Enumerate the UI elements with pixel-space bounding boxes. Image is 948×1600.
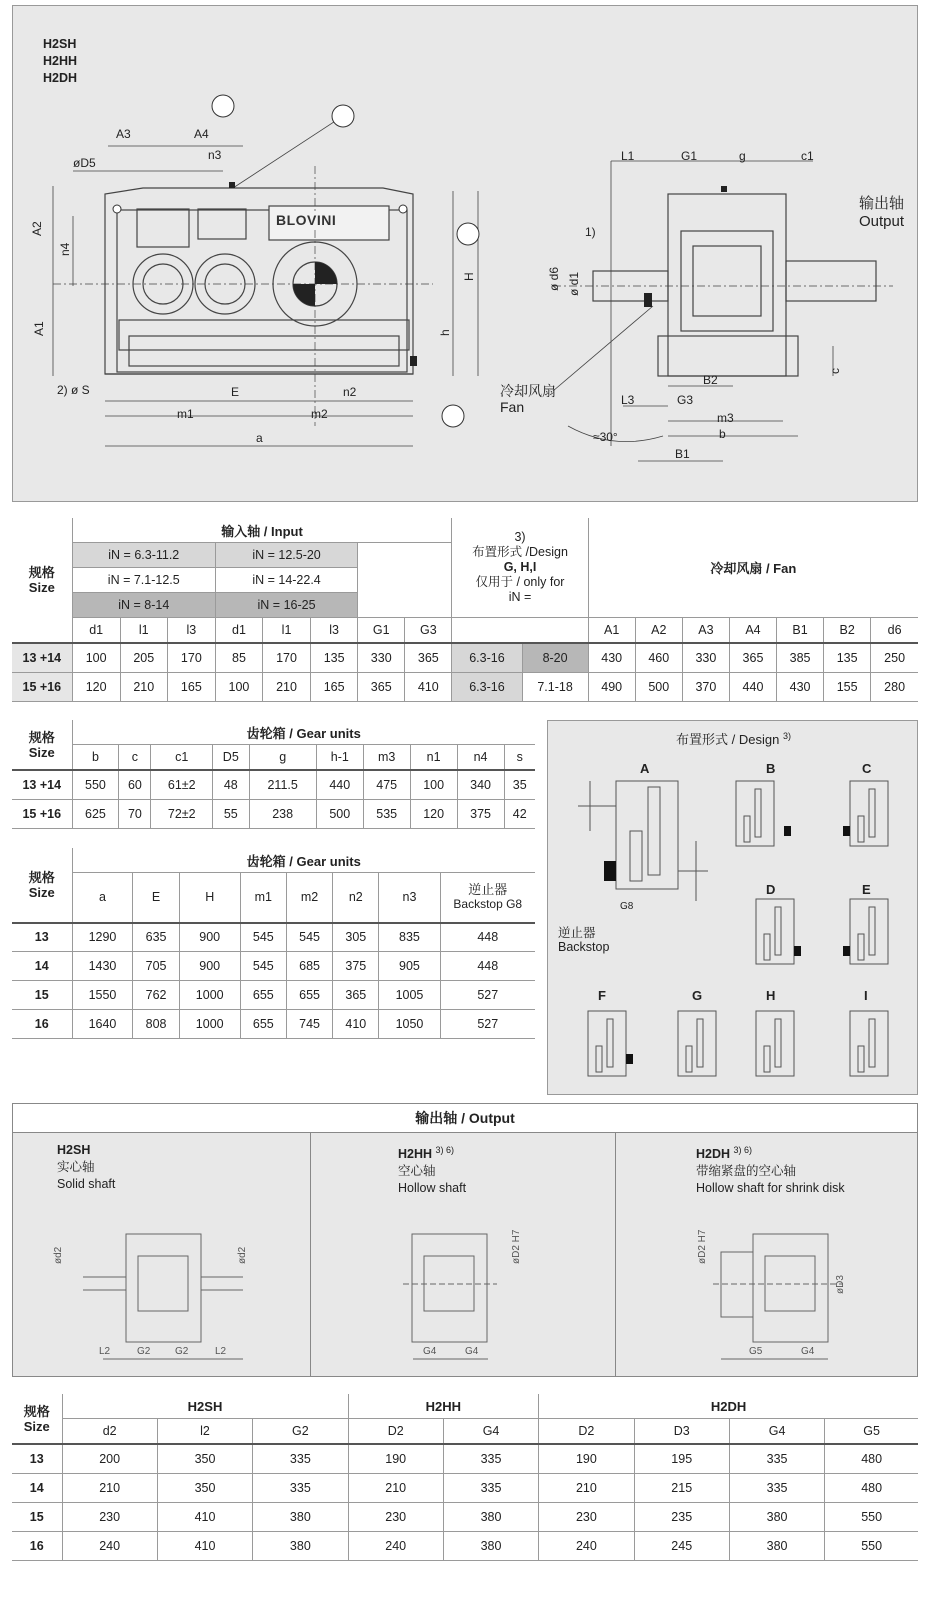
col-n3: n3 [379, 873, 440, 923]
ratio-1a: iN = 6.3-11.2 [72, 543, 215, 568]
table-cell: 48 [213, 770, 249, 799]
col-b2: B2 [824, 618, 871, 644]
table-cell: 440 [729, 672, 776, 701]
table-cell: 380 [253, 1502, 348, 1531]
svg-text:m1: m1 [177, 407, 194, 421]
ratio-1b: iN = 12.5-20 [215, 543, 357, 568]
col-g4-hh: G4 [443, 1419, 538, 1445]
table-cell: 1430 [72, 952, 133, 981]
table-cell: 490 [588, 672, 635, 701]
gear-table-2 [12, 848, 535, 1039]
table-cell: 210 [348, 1473, 443, 1502]
svg-text:E: E [231, 385, 240, 399]
svg-text:G4: G4 [465, 1346, 479, 1357]
col-b: b [72, 745, 119, 771]
table-cell: 215 [634, 1473, 729, 1502]
design-letter-f: F [598, 988, 606, 1003]
svg-text:c1: c1 [801, 149, 814, 163]
table-cell: 380 [729, 1502, 824, 1531]
ratio-2b: iN = 14-22.4 [215, 568, 357, 593]
table-row-size: 15 [12, 981, 72, 1010]
table-cell: 100 [410, 770, 457, 799]
table-cell: 380 [729, 1531, 824, 1560]
size-header: 规格 Size [12, 518, 72, 643]
svg-text:m3: m3 [717, 411, 734, 425]
table-cell: 1550 [72, 981, 133, 1010]
table-row-size: 13 +14 [12, 643, 72, 672]
fan-title: 冷却风扇 / Fan [588, 518, 918, 618]
table-cell: 448 [440, 923, 535, 952]
col-m2: m2 [286, 873, 332, 923]
table-cell: 335 [443, 1444, 538, 1473]
col-l3b: l3 [311, 618, 358, 644]
size-header: 规格 Size [12, 848, 72, 923]
ratio-2a: iN = 7.1-12.5 [72, 568, 215, 593]
table-cell: 625 [72, 799, 119, 828]
col-d3: D3 [634, 1419, 729, 1445]
svg-text:b: b [719, 427, 726, 441]
svg-text:G1: G1 [681, 149, 698, 163]
table-cell: 120 [410, 799, 457, 828]
table-cell: 330 [682, 643, 729, 672]
model-list [43, 36, 77, 87]
svg-text:øD3: øD3 [835, 1275, 846, 1294]
table-cell: 100 [72, 643, 120, 672]
table-cell: 335 [443, 1473, 538, 1502]
table-cell: 375 [333, 952, 379, 981]
table-cell: 448 [440, 952, 535, 981]
table-cell: 380 [443, 1502, 538, 1531]
table-cell: 410 [157, 1531, 252, 1560]
svg-text:G4: G4 [423, 1346, 437, 1357]
design-letter-e: E [862, 882, 871, 897]
table-cell: 705 [133, 952, 179, 981]
model-h2sh: H2SH [43, 37, 77, 51]
ratio-3a: iN = 8-14 [72, 593, 215, 618]
table-cell: 545 [286, 923, 332, 952]
col-a2: A2 [635, 618, 682, 644]
table-cell: 835 [379, 923, 440, 952]
table-cell: 72±2 [151, 799, 213, 828]
svg-text:ø d1: ø d1 [567, 271, 581, 296]
table-cell: 655 [286, 981, 332, 1010]
col-b1: B1 [777, 618, 824, 644]
table-cell: 210 [120, 672, 167, 701]
table-cell: 8-20 [522, 643, 588, 672]
col-l2: l2 [157, 1419, 252, 1445]
col-h: H [179, 873, 240, 923]
svg-text:A4: A4 [194, 127, 209, 141]
table-cell: 240 [539, 1531, 634, 1560]
col-m1: m1 [240, 873, 286, 923]
svg-text:L2: L2 [99, 1346, 111, 1357]
table-cell: 900 [179, 952, 240, 981]
table-cell: 210 [263, 672, 311, 701]
table-row-size: 15 [12, 1502, 62, 1531]
table-cell: 240 [348, 1531, 443, 1560]
col-d2: d2 [62, 1419, 157, 1445]
table-cell: 350 [157, 1444, 252, 1473]
svg-text:h: h [438, 329, 452, 336]
table-cell: 238 [249, 799, 316, 828]
table-cell: 235 [634, 1502, 729, 1531]
table-cell: 905 [379, 952, 440, 981]
table-cell: 1290 [72, 923, 133, 952]
table-cell: 365 [405, 643, 452, 672]
group-h2hh: H2HH [348, 1394, 539, 1419]
table-cell: 1000 [179, 1010, 240, 1039]
table-cell: 7.1-18 [522, 672, 588, 701]
table-cell: 61±2 [151, 770, 213, 799]
svg-text:øD5: øD5 [73, 156, 96, 170]
table-cell: 545 [240, 952, 286, 981]
table-cell: 330 [358, 643, 405, 672]
design-letter-g: G [692, 988, 703, 1003]
svg-text:2) ø S: 2) ø S [57, 383, 90, 397]
input-table [12, 518, 918, 702]
table-cell: 340 [457, 770, 504, 799]
svg-text:G2: G2 [137, 1346, 151, 1357]
fan-label-cn: 冷却风扇 [500, 383, 556, 399]
table-cell: 500 [635, 672, 682, 701]
svg-text:G5: G5 [749, 1346, 763, 1357]
model-h2dh: H2DH [43, 71, 78, 85]
table-cell: 1005 [379, 981, 440, 1010]
svg-text:B1: B1 [675, 447, 690, 461]
table-cell: 170 [167, 643, 215, 672]
col-d2-hh: D2 [348, 1419, 443, 1445]
svg-text:øD2 H7: øD2 H7 [511, 1229, 522, 1264]
table-cell: 375 [457, 799, 504, 828]
col-g1: G1 [358, 618, 405, 644]
svg-text:A2: A2 [30, 221, 44, 236]
table-row-size: 16 [12, 1010, 72, 1039]
table-cell: 535 [363, 799, 410, 828]
table-cell: 35 [504, 770, 535, 799]
svg-text:L1: L1 [621, 149, 635, 163]
table-cell: 380 [253, 1531, 348, 1560]
table-cell: 210 [62, 1473, 157, 1502]
backstop-label: 逆止器 Backstop [558, 926, 610, 954]
svg-text:G2: G2 [175, 1346, 189, 1357]
table-cell: 135 [824, 643, 871, 672]
size-header: 规格 Size [12, 1394, 62, 1444]
design-letter-d: D [766, 882, 776, 897]
table-cell: 280 [871, 672, 918, 701]
table-cell: 430 [588, 643, 635, 672]
table-row-size: 15 +16 [12, 799, 72, 828]
table-cell: 1640 [72, 1010, 133, 1039]
table-cell: 685 [286, 952, 332, 981]
table-row-size: 14 [12, 952, 72, 981]
output-label-en: Output [859, 213, 905, 230]
col-g3: G3 [405, 618, 452, 644]
svg-text:G3: G3 [677, 393, 694, 407]
table-cell: 195 [634, 1444, 729, 1473]
table-row-size: 16 [12, 1531, 62, 1560]
col-n2: n2 [333, 873, 379, 923]
table-cell: 440 [316, 770, 363, 799]
output-h2sh: H2SH 实心轴 Solid shaft [57, 1143, 116, 1191]
table-cell: 135 [311, 643, 358, 672]
table-cell: 250 [871, 643, 918, 672]
svg-text:A1: A1 [32, 321, 46, 336]
table-cell: 655 [240, 1010, 286, 1039]
col-c1: c1 [151, 745, 213, 771]
col-g2: G2 [253, 1419, 348, 1445]
table-cell: 475 [363, 770, 410, 799]
design-letter-a: A [640, 761, 650, 776]
table-cell: 170 [263, 643, 311, 672]
table-cell: 365 [333, 981, 379, 1010]
gearbox-dimension-drawing [13, 6, 919, 503]
table-cell: 900 [179, 923, 240, 952]
output-shaft-drawings [13, 1104, 917, 1376]
table-cell: 527 [440, 1010, 535, 1039]
svg-text:m2: m2 [311, 407, 328, 421]
table-cell: 6.3-16 [452, 672, 522, 701]
design-letter-c: C [862, 761, 872, 776]
table-cell: 305 [333, 923, 379, 952]
design-header: 3) 布置形式 /Design G, H,I 仅用于 / only for iN = [452, 518, 588, 618]
fan-label [500, 383, 556, 415]
table-row-size: 13 [12, 1444, 62, 1473]
svg-text:B2: B2 [703, 373, 718, 387]
design-title: 布置形式 / Design $^{3)}$ [676, 731, 791, 747]
ratio-3b: iN = 16-25 [215, 593, 357, 618]
table-cell: 6.3-16 [452, 643, 522, 672]
design-arrangements [548, 721, 919, 1096]
group-h2sh: H2SH [62, 1394, 348, 1419]
table-cell: 55 [213, 799, 249, 828]
table-cell: 190 [348, 1444, 443, 1473]
table-cell: 410 [333, 1010, 379, 1039]
group-h2dh: H2DH [539, 1394, 918, 1419]
table-row-size: 15 +16 [12, 672, 72, 701]
table-cell: 335 [729, 1473, 824, 1502]
svg-text:c: c [828, 368, 842, 374]
output-h2dh: H2DH $^{3) 6)}$ 带缩紧盘的空心轴 Hollow shaft for shrink disk [696, 1145, 845, 1195]
table-cell: 545 [240, 923, 286, 952]
svg-text:L2: L2 [215, 1346, 227, 1357]
svg-text:n2: n2 [343, 385, 357, 399]
table-cell: 460 [635, 643, 682, 672]
model-h2hh: H2HH [43, 54, 78, 68]
table-row-size: 14 [12, 1473, 62, 1502]
col-d1b: d1 [215, 618, 262, 644]
svg-text:H: H [462, 272, 476, 281]
table-cell: 42 [504, 799, 535, 828]
col-m3: m3 [363, 745, 410, 771]
col-a1: A1 [588, 618, 635, 644]
svg-text:≈30°: ≈30° [593, 430, 618, 444]
table-cell: 385 [777, 643, 824, 672]
col-backstop: 逆止器 Backstop G8 [440, 873, 535, 923]
col-n4: n4 [457, 745, 504, 771]
design-letter-i: I [864, 988, 868, 1003]
col-s: s [504, 745, 535, 771]
table-cell: 527 [440, 981, 535, 1010]
table-cell: 240 [62, 1531, 157, 1560]
svg-text:n4: n4 [58, 242, 72, 256]
table-cell: 335 [253, 1473, 348, 1502]
table-cell: 165 [311, 672, 358, 701]
table-cell: 1050 [379, 1010, 440, 1039]
table-cell: 205 [120, 643, 167, 672]
table-cell: 350 [157, 1473, 252, 1502]
table-cell: 380 [443, 1531, 538, 1560]
output-panel [12, 1103, 918, 1377]
col-c: c [119, 745, 151, 771]
design-letter-b: B [766, 761, 776, 776]
col-g5: G5 [825, 1419, 918, 1445]
col-design-blank [452, 618, 588, 644]
table-cell: 70 [119, 799, 151, 828]
table-cell: 550 [72, 770, 119, 799]
table-cell: 480 [825, 1473, 918, 1502]
output-title: 输出轴 / Output [13, 1104, 917, 1133]
table-cell: 365 [358, 672, 405, 701]
top-drawing-panel [12, 5, 918, 502]
col-d2-dh: D2 [539, 1419, 634, 1445]
col-l3: l3 [167, 618, 215, 644]
table-cell: 550 [825, 1502, 918, 1531]
svg-text:ød2: ød2 [237, 1246, 248, 1264]
table-cell: 655 [240, 981, 286, 1010]
col-a4: A4 [729, 618, 776, 644]
table-cell: 762 [133, 981, 179, 1010]
table-cell: 200 [62, 1444, 157, 1473]
table-cell: 365 [729, 643, 776, 672]
svg-text:A3: A3 [116, 127, 131, 141]
col-g4-dh: G4 [729, 1419, 824, 1445]
table-cell: 480 [825, 1444, 918, 1473]
table-cell: 155 [824, 672, 871, 701]
col-d5: D5 [213, 745, 249, 771]
table-cell: 120 [72, 672, 120, 701]
svg-text:1): 1) [585, 225, 596, 239]
output-h2hh: H2HH $^{3) 6)}$ 空心轴 Hollow shaft [398, 1145, 467, 1195]
table-cell: 635 [133, 923, 179, 952]
table-cell: 745 [286, 1010, 332, 1039]
size-header: 规格 Size [12, 720, 72, 770]
col-h-1: h-1 [316, 745, 363, 771]
svg-text:G4: G4 [801, 1346, 815, 1357]
table-cell: 808 [133, 1010, 179, 1039]
col-n1: n1 [410, 745, 457, 771]
col-a: a [72, 873, 133, 923]
col-d1: d1 [72, 618, 120, 644]
svg-text:ø d6: ø d6 [547, 266, 561, 291]
svg-text:g: g [739, 149, 746, 163]
table-cell: 245 [634, 1531, 729, 1560]
table-cell: 230 [62, 1502, 157, 1531]
svg-text:øD2 H7: øD2 H7 [697, 1229, 708, 1264]
output-table [12, 1394, 918, 1561]
table-row-size: 13 +14 [12, 770, 72, 799]
table-cell: 430 [777, 672, 824, 701]
table-cell: 210 [539, 1473, 634, 1502]
svg-text:a: a [256, 431, 263, 445]
table-cell: 190 [539, 1444, 634, 1473]
input-title: 输入轴 / Input [72, 518, 452, 543]
brand-plate: BLOVINI [276, 212, 337, 228]
gear-title-1: 齿轮箱 / Gear units [72, 720, 535, 745]
svg-text:ød2: ød2 [53, 1246, 64, 1264]
design-letter-h: H [766, 988, 776, 1003]
table-cell: 230 [539, 1502, 634, 1531]
table-cell: 60 [119, 770, 151, 799]
table-cell: 85 [215, 643, 262, 672]
table-cell: 550 [825, 1531, 918, 1560]
table-cell: 165 [167, 672, 215, 701]
fan-label-en: Fan [500, 399, 525, 415]
col-d6: d6 [871, 618, 918, 644]
output-label-cn: 输出轴 [859, 195, 905, 212]
table-cell: 500 [316, 799, 363, 828]
table-cell: 335 [729, 1444, 824, 1473]
table-cell: 335 [253, 1444, 348, 1473]
table-cell: 410 [157, 1502, 252, 1531]
design-panel [547, 720, 918, 1095]
table-cell: 100 [215, 672, 262, 701]
col-l1: l1 [120, 618, 167, 644]
svg-text:n3: n3 [208, 148, 222, 162]
table-cell: 230 [348, 1502, 443, 1531]
col-l1b: l1 [263, 618, 311, 644]
g8-label: G8 [620, 901, 634, 912]
col-a3: A3 [682, 618, 729, 644]
svg-text:L3: L3 [621, 393, 635, 407]
gear-title-2: 齿轮箱 / Gear units [72, 848, 535, 873]
col-g: g [249, 745, 316, 771]
table-cell: 211.5 [249, 770, 316, 799]
col-e: E [133, 873, 179, 923]
gear-table-1 [12, 720, 535, 829]
table-cell: 370 [682, 672, 729, 701]
table-cell: 410 [405, 672, 452, 701]
table-cell: 1000 [179, 981, 240, 1010]
output-label [859, 195, 904, 231]
table-row-size: 13 [12, 923, 72, 952]
